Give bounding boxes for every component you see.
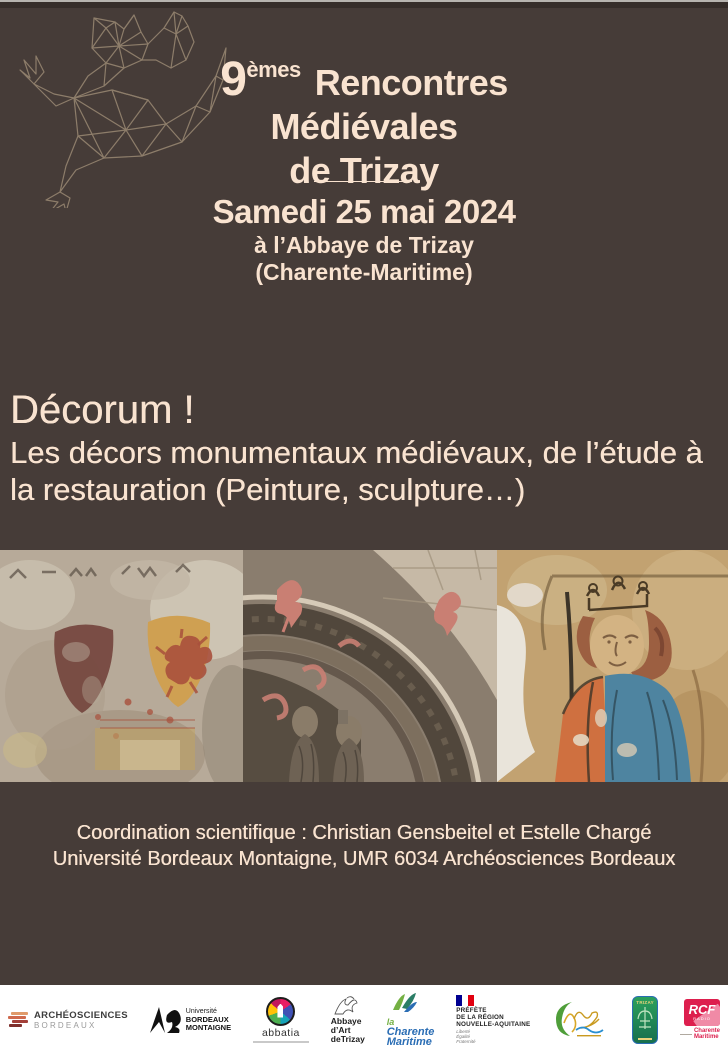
coordination-line1: Coordination scientifique : Christian Gensbeitel et Estelle Chargé xyxy=(76,822,652,844)
charente-la: la xyxy=(386,1017,395,1027)
event-title-line3: de Trizay xyxy=(289,150,439,191)
coeur-de-saintonge-icon xyxy=(552,999,610,1041)
abbatia-tagline xyxy=(253,1041,309,1043)
photo-carved-archivolt xyxy=(243,550,497,782)
photo-strip xyxy=(0,550,728,782)
ubm-bordeaux: BORDEAUX xyxy=(185,1014,229,1024)
archeosciences-label: ARCHÉOSCIENCES xyxy=(34,1009,128,1021)
coordination-line2: Université Bordeaux Montaigne, UMR 6034 Archéosciences Bordeaux xyxy=(52,848,676,870)
event-title-line1 xyxy=(0,48,728,105)
title-divider xyxy=(314,181,412,182)
date-location xyxy=(0,192,728,286)
theme-subtitle-line1: Les décors monumentaux médiévaux, de l’étude à xyxy=(10,435,703,470)
maritime-name: Maritime xyxy=(386,1036,432,1048)
theme-block xyxy=(10,386,726,508)
archeosciences-sublabel: BORDEAUX xyxy=(34,1020,97,1030)
prefete-line1: PRÉFÈTE xyxy=(456,1007,487,1014)
edition-suffix: èmes xyxy=(246,57,301,82)
ubm-universite: Université xyxy=(185,1007,217,1015)
rcf-label: RCF xyxy=(688,1001,716,1017)
rcf-icon xyxy=(684,999,720,1026)
trizay-base-line xyxy=(638,1038,652,1040)
coordination-block xyxy=(0,820,728,872)
logo-universite-bordeaux-montaigne xyxy=(150,1007,231,1033)
ubm-icon xyxy=(150,1007,182,1033)
event-department: (Charente-Maritime) xyxy=(255,259,473,285)
logo-prefete-nouvelle-aquitaine xyxy=(456,995,530,1044)
logo-abbaye-art-de-trizay xyxy=(331,995,365,1044)
abbaye-line1: Abbaye xyxy=(330,1016,362,1026)
trizay-tree-icon xyxy=(636,1005,654,1031)
title-rest: Rencontres xyxy=(314,62,508,103)
rcf-charente: Charente xyxy=(693,1027,720,1034)
french-flag-icon xyxy=(456,995,474,1006)
event-title-line2: Médiévales xyxy=(270,106,458,147)
charente-birds-icon xyxy=(387,992,419,1012)
logo-archeosciences-bordeaux xyxy=(8,1010,128,1030)
theme-subtitle-line2: la restauration (Peinture, sculpture…) xyxy=(10,472,526,507)
abbatia-icon xyxy=(266,997,295,1026)
trizay-badge xyxy=(632,996,658,1044)
photo-fresco-crowned-king xyxy=(497,550,728,782)
rcf-dash xyxy=(680,1034,692,1035)
logo-rcf-radio xyxy=(680,999,720,1041)
prefete-line3: NOUVELLE-AQUITAINE xyxy=(456,1021,531,1028)
prefete-line2: DE LA RÉGION xyxy=(456,1014,504,1021)
edition-number: 9 xyxy=(220,53,247,106)
rcf-radio-label: RADIO xyxy=(693,1015,711,1021)
abbaye-line2: d’Art xyxy=(330,1025,351,1035)
charente-name: Charente xyxy=(386,1026,435,1038)
abbaye-line3: deTrizay xyxy=(330,1034,365,1044)
motto-egalite: Égalité xyxy=(456,1034,470,1039)
trizay-label: TRIZAY xyxy=(636,999,654,1005)
event-title xyxy=(0,48,728,193)
photo-fresco-heraldic-shields xyxy=(0,550,243,782)
motto-fraternite: Fraternité xyxy=(456,1039,476,1044)
logo-abbatia xyxy=(253,997,309,1043)
motto-liberte: Liberté xyxy=(456,1029,470,1034)
archeosciences-icon xyxy=(8,1011,30,1029)
logo-charente-maritime xyxy=(387,992,435,1047)
abbatia-label: abbatia xyxy=(261,1026,300,1039)
rcf-maritime: Maritime xyxy=(693,1034,719,1040)
event-date: Samedi 25 mai 2024 xyxy=(212,193,516,230)
ubm-montaigne: MONTAIGNE xyxy=(185,1022,232,1032)
abbaye-sketch-icon xyxy=(331,995,361,1017)
logo-trizay-commune xyxy=(632,996,658,1044)
abbatia-abbey-silhouette xyxy=(277,1004,283,1018)
partner-logo-bar xyxy=(0,985,728,1054)
logo-coeur-de-saintonge xyxy=(552,999,610,1041)
theme-title: Décorum ! xyxy=(10,388,195,432)
event-location: à l’Abbaye de Trizay xyxy=(254,232,474,258)
